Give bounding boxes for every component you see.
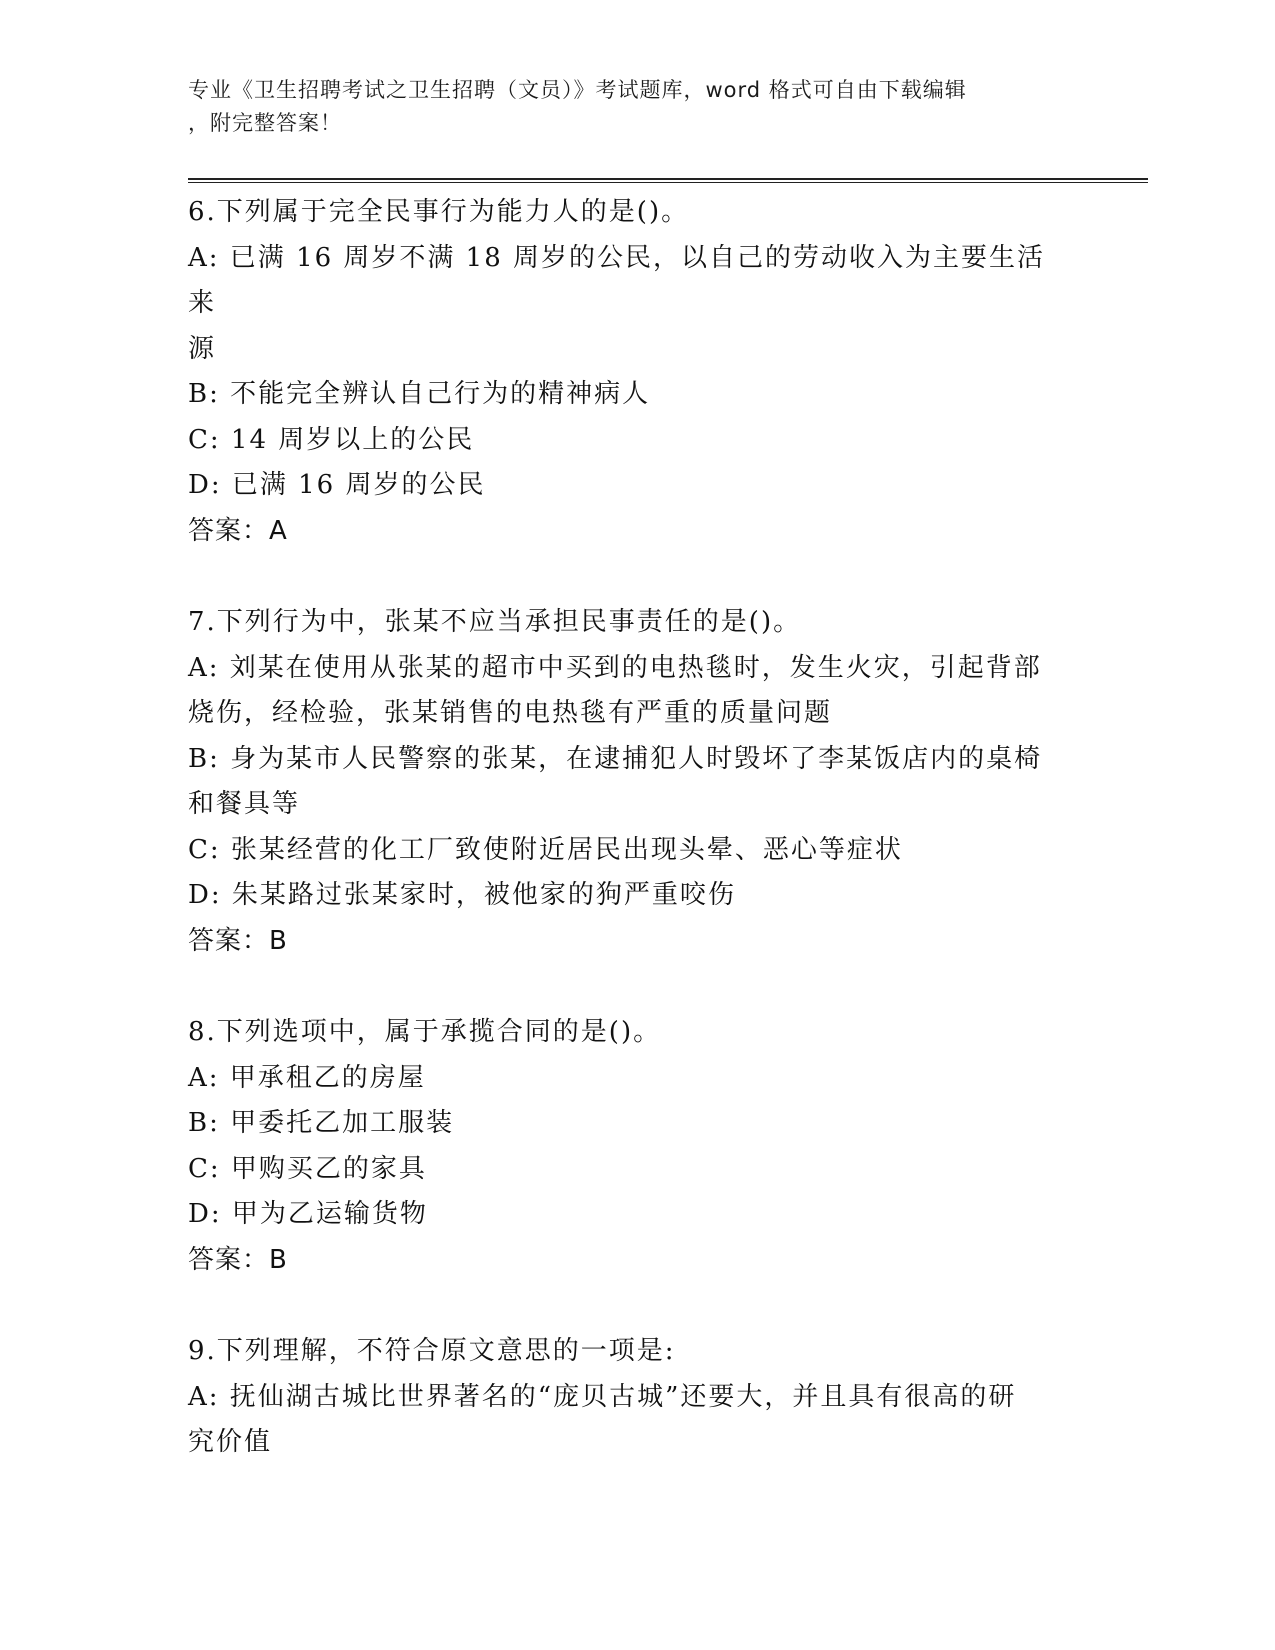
- option-b: B: 甲委托乙加工服装: [188, 1108, 455, 1138]
- question-9: [188, 1329, 1068, 1466]
- answer-line: 答案：B: [188, 1244, 288, 1275]
- question-stem: 6.下列属于完全民事行为能力人的是()。: [188, 197, 690, 227]
- option-a-line-2: 烧伤，经检验，张某销售的电热毯有严重的质量问题: [188, 698, 833, 728]
- option-c: C: 甲购买乙的家具: [188, 1153, 427, 1184]
- question-list: [188, 190, 1068, 1466]
- option-b: B: 不能完全辨认自己行为的精神病人: [188, 379, 651, 409]
- header-line-1: 专业《卫生招聘考试之卫生招聘（文员）》考试题库，word 格式可自由下载编辑: [188, 78, 967, 102]
- option-a-line-1: A: 抚仙湖古城比世界著名的“庞贝古城”还要大，并且具有很高的研: [188, 1381, 1017, 1412]
- option-c: C: 14 周岁以上的公民: [188, 424, 475, 455]
- option-b-line-1: B: 身为某市人民警察的张某，在逮捕犯人时毁坏了李某饭店内的桌椅: [188, 743, 1043, 774]
- option-a-line-1: A: 刘某在使用从张某的超市中买到的电热毯时，发生火灾，引起背部: [188, 652, 1042, 683]
- question-6: [188, 190, 1068, 554]
- header-line-2: ，附完整答案！: [188, 111, 342, 135]
- option-a-line-2: 究价值: [188, 1427, 273, 1457]
- question-stem: 8.下列选项中，属于承揽合同的是()。: [188, 1017, 662, 1047]
- answer-line: 答案：B: [188, 925, 288, 956]
- option-a: A: 甲承租乙的房屋: [188, 1062, 426, 1093]
- answer-line: 答案：A: [188, 515, 288, 546]
- header-divider: [188, 178, 1148, 183]
- option-d: D: 已满 16 周岁的公民: [188, 470, 486, 500]
- question-stem: 7.下列行为中，张某不应当承担民事责任的是()。: [188, 607, 802, 637]
- question-stem: 9.下列理解，不符合原文意思的一项是:: [188, 1336, 676, 1366]
- question-8: [188, 1010, 1068, 1283]
- option-b-line-2: 和餐具等: [188, 789, 301, 819]
- option-a-line-1: A: 已满 16 周岁不满 18 周岁的公民，以自己的劳动收入为主要生活来: [188, 242, 1046, 318]
- option-a-line-2: 源: [188, 333, 217, 364]
- document-header: [188, 74, 1088, 140]
- option-d: D: 甲为乙运输货物: [188, 1199, 428, 1229]
- question-7: [188, 600, 1068, 964]
- option-d: D: 朱某路过张某家时，被他家的狗严重咬伤: [188, 880, 736, 910]
- option-c: C: 张某经营的化工厂致使附近居民出现头晕、恶心等症状: [188, 834, 903, 865]
